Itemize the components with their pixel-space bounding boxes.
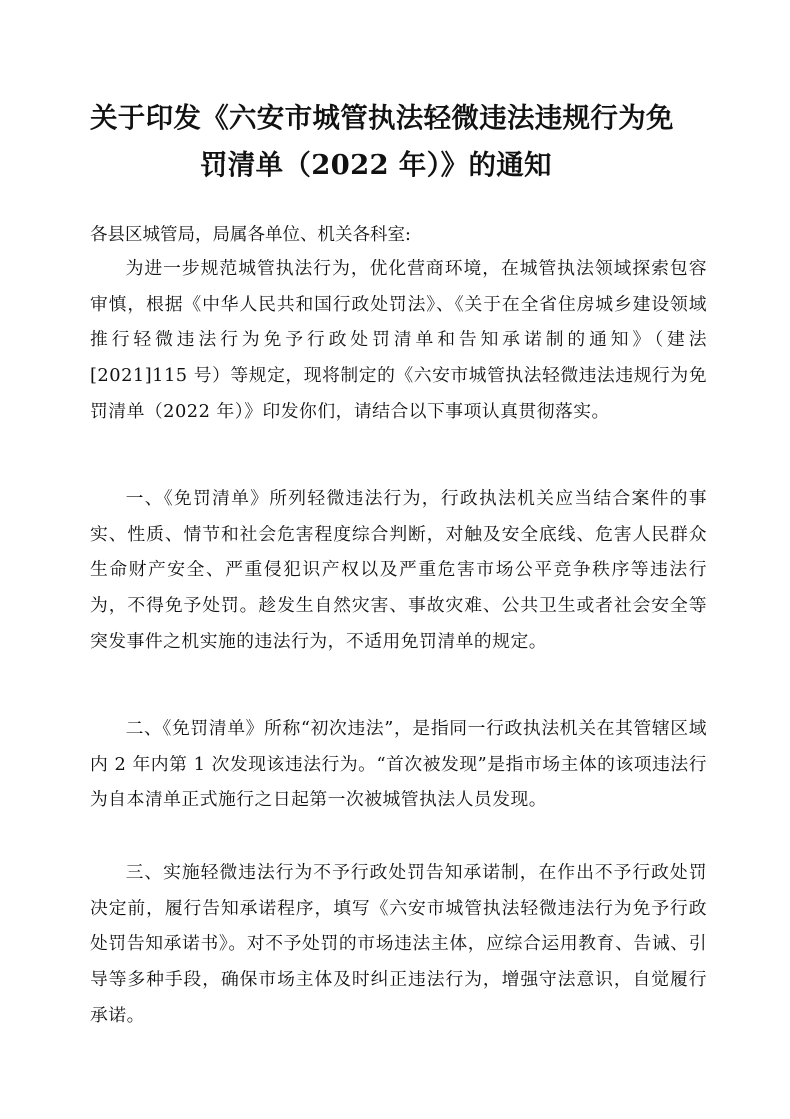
body-paragraph-item-1: 一、《免罚清单》所列轻微违法行为，行政执法机关应当结合案件的事实、性质、情节和社会危害程度综合判断，对触及安全底线、危害人民群众生命财产安全、严重侵犯识产权以及严重危害市场公平竞争秩序等违法行为，不得免予处罚。趁发生自然灾害、事故灾难、公共卫生或者社会安全等突发事件之机实施的违法行为，不适用免罚清单的规定。 — [90, 488, 707, 652]
salutation: 各县区城管局，局属各单位、机关各科室: — [90, 225, 411, 245]
body-paragraph-item-2: 二、《免罚清单》所称“初次违法”，是指同一行政执法机关在其管辖区域内 2 年内第 1 次发现该违法行为。“首次被发现”是指市场主体的该项违法行为自本清单正式施行之日起第一次被城管执法人员发现。 — [90, 718, 707, 811]
body-paragraph-item-3: 三、实施轻微违法行为不予行政处罚告知承诺制，在作出不予行政处罚决定前，履行告知承诺程序，填写《六安市城管执法轻微违法行为免予行政处罚告知承诺书》。对不予处罚的市场违法主体，应综合运用教育、告诫、引导等多种手段，确保市场主体及时纠正违法行为，增强守法意识，自觉履行承诺。 — [90, 862, 707, 1026]
document-title-line-2: 罚清单（2022 年）》的通知 — [200, 149, 552, 181]
document-title-line-1: 关于印发《六安市城管执法轻微违法违规行为免 — [90, 102, 674, 134]
body-paragraph-intro: 为进一步规范城管执法行为，优化营商环境，在城管执法领域探索包容审慎，根据《中华人民共和国行政处罚法》、《关于在全省住房城乡建设领域推行轻微违法行为免予行政处罚清单和告知承诺制的通知》（建法[2021]115 号）等规定，现将制定的《六安市城管执法轻微违法违规行为免罚清单（2022 年）》印发你们，请结合以下事项认真贯彻落实。 — [90, 258, 707, 422]
